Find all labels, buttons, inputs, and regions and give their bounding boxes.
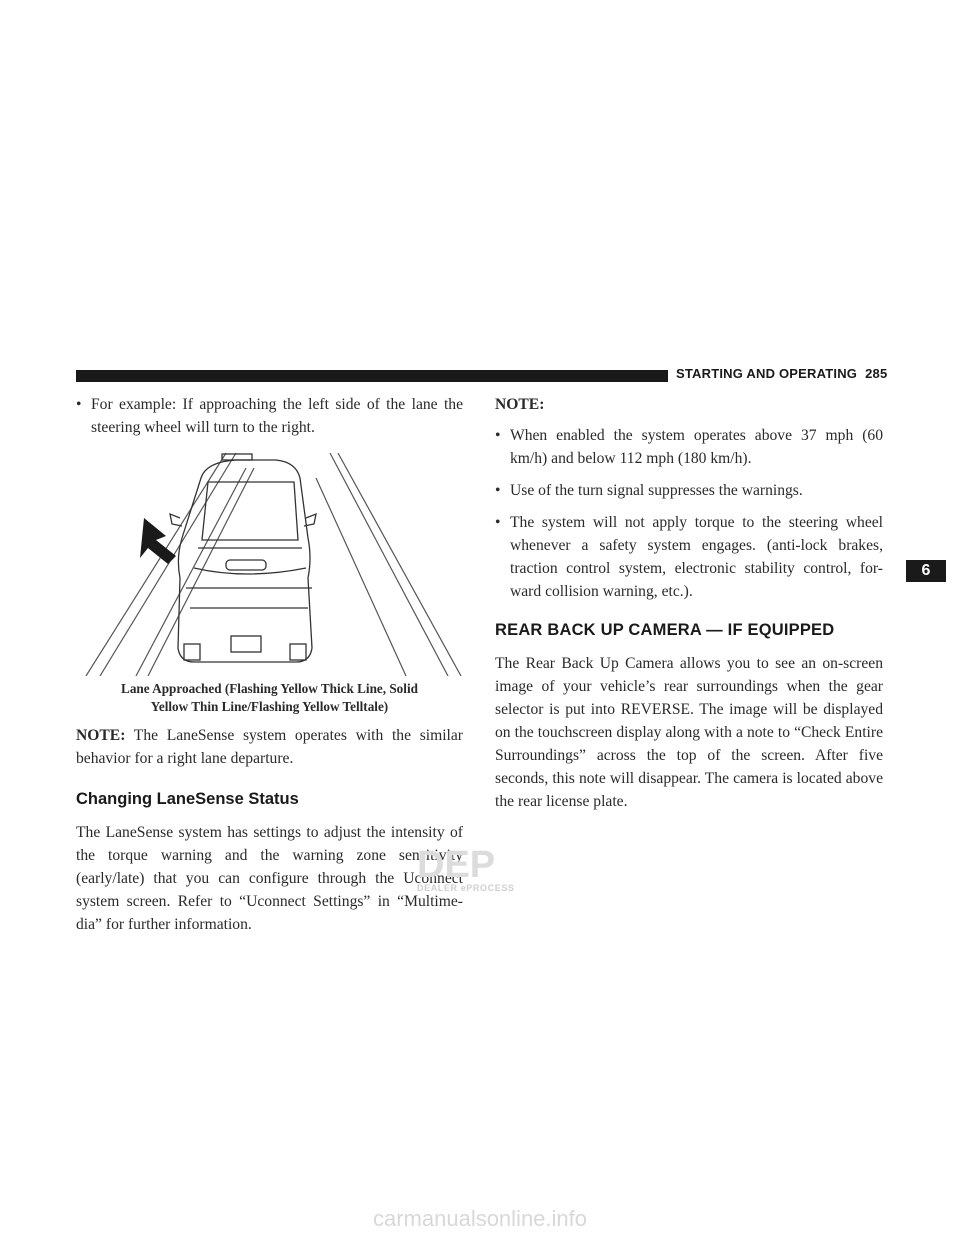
footer-watermark: carmanualsonline.info: [372, 1206, 588, 1231]
dep-logo-icon: [413, 843, 545, 895]
bullet-text: When enabled the system operates above 37 mph (60 km/h) and below 112 mph (180 km/h).: [510, 427, 883, 467]
svg-text:DEALER ePROCESS: DEALER ePROCESS: [417, 883, 515, 893]
section-title: STARTING AND OPERATING: [676, 366, 858, 381]
running-header: [676, 366, 886, 381]
body-paragraph: The LaneSense system has settings to adjust the intensity of the torque warning and the warning zone sensitivity (early/late) that you can configure through the Uconnect system screen. Refer to “Uconnect Settings” in “Multime-dia” for further information.: [76, 824, 463, 933]
header-rule: [76, 370, 668, 382]
subheading: Changing LaneSense Status: [76, 790, 299, 808]
note-heading: NOTE:: [495, 396, 545, 413]
list-item: [495, 511, 883, 603]
dealer-eprocess-watermark: [413, 843, 545, 895]
left-column: [76, 393, 463, 936]
note-label: NOTE:: [76, 727, 126, 744]
page-number: 285: [865, 366, 888, 381]
bullet-icon: •: [495, 482, 501, 499]
list-item: [495, 479, 883, 502]
note-paragraph: [76, 724, 463, 770]
bullet-text: Use of the turn signal suppresses the warnings.: [510, 482, 803, 499]
car-icon: [170, 454, 316, 662]
bullet-icon: •: [495, 514, 501, 531]
list-item: [495, 424, 883, 470]
bullet-icon: •: [495, 427, 501, 444]
caption-line-1: Lane Approached (Flashing Yellow Thick Line, Solid: [121, 681, 418, 696]
caption-line-2: Yellow Thin Line/Flashing Yellow Telltale): [150, 699, 389, 714]
section-heading: REAR BACK UP CAMERA — IF EQUIPPED: [495, 621, 835, 639]
note-text: The LaneSense system operates with the similar behavior for a right lane departure.: [76, 727, 464, 767]
lane-approached-illustration: [76, 448, 463, 676]
list-item: [76, 393, 463, 439]
svg-text:DEP: DEP: [417, 844, 496, 886]
bullet-text: For example: If approaching the left side of the lane the steering wheel will turn to the right.: [91, 396, 463, 436]
figure-caption: [76, 680, 463, 716]
body-paragraph: The Rear Back Up Camera allows you to see an on-screen image of your vehicle’s rear surroundings when the gear selector is put into REVERSE. The image will be displayed on the touchscreen display along with a note to “Check Entire Surroundings” across the top of the screen. After five seconds, this note will disappear. The camera is located above the rear license plate.: [495, 655, 883, 810]
chapter-tab: 6: [906, 560, 946, 582]
right-column: [495, 393, 883, 813]
bullet-icon: •: [76, 396, 82, 413]
bullet-text: The system will not apply torque to the steering wheel whenever a safety system engages. (anti-lock brakes, traction control system, electronic stability control, for-ward collision warning, etc.).: [510, 514, 883, 600]
vehicle-lane-drawing: [76, 448, 463, 676]
